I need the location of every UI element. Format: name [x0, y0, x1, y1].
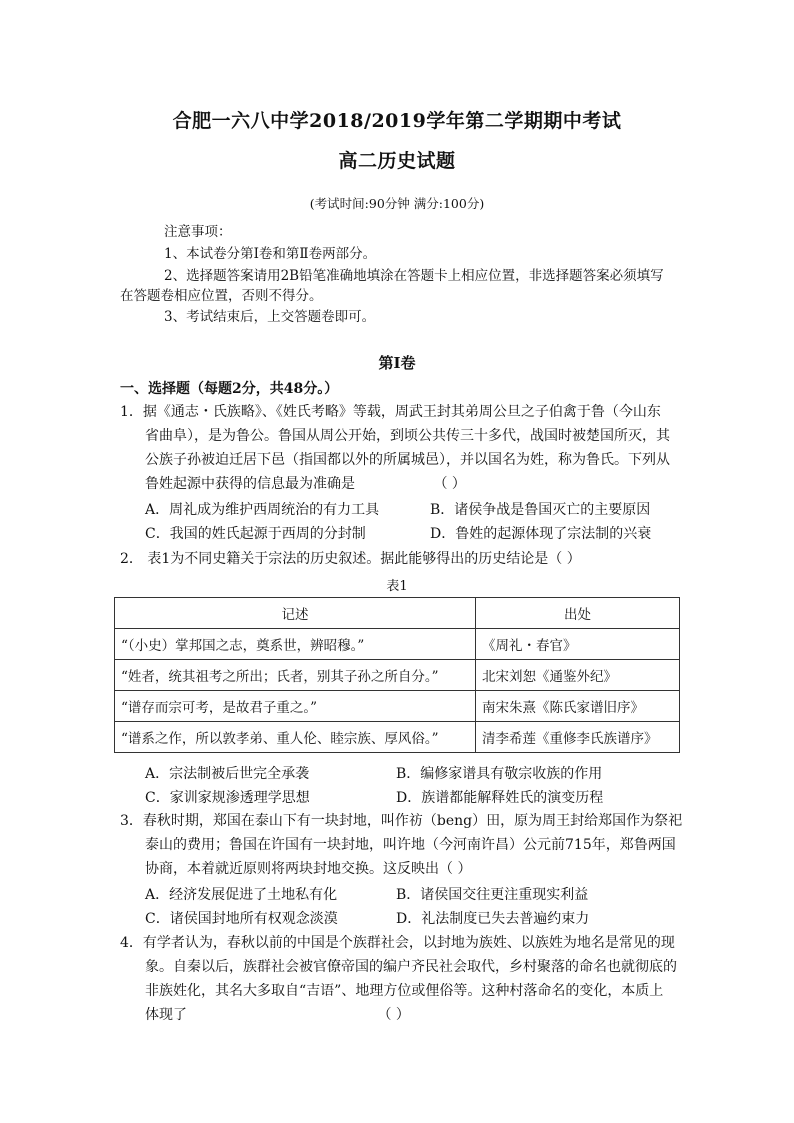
option-c: C．家训家规渗透理学思想	[145, 790, 310, 806]
option-d: D．礼法制度已失去普遍约束力	[396, 911, 590, 927]
option-a: A．经济发展促进了土地私有化	[145, 887, 338, 903]
question-2-line: 2． 表1为不同史籍关于宗法的历史叙述。据此能够得出的历史结论是（ ）	[120, 551, 581, 567]
option-a: A．周礼成为维护西周统治的有力工具	[145, 502, 380, 518]
table-cell: “（小史）掌邦国之志，奠系世，辨昭穆。”	[115, 629, 476, 660]
exam-title: 合肥一六八中学2018/2019学年第二学期期中考试	[172, 110, 622, 132]
exam-subject-title: 高二历史试题	[338, 150, 456, 172]
question-4-line	[145, 1005, 410, 1025]
question-1-text: 鲁姓起源中获得的信息最为准确是	[145, 476, 355, 492]
question-4-line: 象。自秦以后，族群社会被官僚帝国的编户齐民社会取代，乡村聚落的命名也就彻底的	[145, 959, 677, 975]
option-d: D．鲁姓的起源体现了宗法制的兴衰	[430, 526, 652, 542]
option-b: B．诸侯国交往更注重现实利益	[396, 887, 589, 903]
notes-heading: 注意事项：	[164, 224, 232, 240]
table-cell: 《周礼・春官》	[476, 629, 680, 660]
table-cell: “谱存而宗可考，是故君子重之。”	[115, 691, 476, 722]
question-4-line: 非族姓化，其名大多取自“吉语”、地理方位或俚俗等。这种村落命名的变化，本质上	[145, 983, 664, 999]
table-cell: 清李希莲《重修李氏族谱序》	[476, 722, 680, 753]
question-3-line: 协商，本着就近原则将两块封地交换。这反映出（ ）	[145, 861, 472, 877]
source-table	[114, 597, 680, 753]
table-row	[115, 629, 680, 660]
question-1-line: 省曲阜），是为鲁公。鲁国从周公开始，到顷公共传三十多代，战国时被楚国所灭，其	[145, 428, 670, 444]
table-row	[115, 722, 680, 753]
question-1-line: 公族子孙被迫迁居下邑（指国都以外的所属城邑），并以国名为姓，称为鲁氏。下列从	[145, 452, 670, 468]
question-4-line: 4．有学者认为，春秋以前的中国是个族群社会，以封地为族姓、以族姓为地名是常见的现	[120, 935, 675, 951]
option-c: C．诸侯国封地所有权观念淡漠	[145, 911, 338, 927]
question-1-line: 1．据《通志・氏族略》、《姓氏考略》等载，周武王封其弟周公旦之子伯禽于鲁（今山东	[120, 404, 661, 420]
question-4-text: 体现了	[145, 1007, 187, 1023]
question-3-line: 泰山的费用；鲁国在许国有一块封地，叫许地（今河南许昌）公元前715年，郑鲁两国	[145, 837, 676, 853]
table-cell: 南宋朱熹《陈氏家谱旧序》	[476, 691, 680, 722]
question-3-line: 3．春秋时期，郑国在泰山下有一块封地，叫作祊（beng）田，原为周王封给郑国作为祭祀	[120, 813, 683, 829]
notes-item: 3、考试结束后，上交答题卷即可。	[164, 309, 376, 325]
notes-item: 在答题卷相应位置，否则不得分。	[120, 288, 323, 304]
option-a: A．宗法制被后世完全承袭	[145, 766, 310, 782]
table-header: 记述	[115, 598, 476, 629]
table-header: 出处	[476, 598, 680, 629]
question-1-line	[145, 474, 466, 494]
exam-duration-score: (考试时间:90分钟 满分:100分)	[309, 196, 485, 211]
notes-item: 2、选择题答案请用2B铅笔准确地填涂在答题卡上相应位置，非选择题答案必须填写	[164, 268, 664, 284]
section-title: 第Ⅰ卷	[378, 354, 416, 372]
table-header-row	[115, 598, 680, 629]
answer-blank: （ ）	[433, 476, 466, 492]
table-row	[115, 660, 680, 691]
option-b: B．诸侯争战是鲁国灭亡的主要原因	[430, 502, 651, 518]
notes-item: 1、本试卷分第Ⅰ卷和第Ⅱ卷两部分。	[164, 246, 377, 262]
section-heading: 一、选择题（每题2分，共48分。）	[120, 381, 339, 397]
table-cell: 北宋刘恕《通鉴外纪》	[476, 660, 680, 691]
table-caption: 表1	[386, 579, 408, 594]
option-b: B．编修家谱具有敬宗收族的作用	[396, 766, 603, 782]
option-c: C．我国的姓氏起源于西周的分封制	[145, 526, 366, 542]
table-cell: “谱系之作，所以敦孝弟、重人伦、睦宗族、厚风俗。”	[115, 722, 476, 753]
table-row	[115, 691, 680, 722]
option-d: D．族谱都能解释姓氏的演变历程	[396, 790, 604, 806]
answer-blank: （ ）	[377, 1007, 410, 1023]
table-cell: “姓者，统其祖考之所出；氏者，别其子孙之所自分。”	[115, 660, 476, 691]
